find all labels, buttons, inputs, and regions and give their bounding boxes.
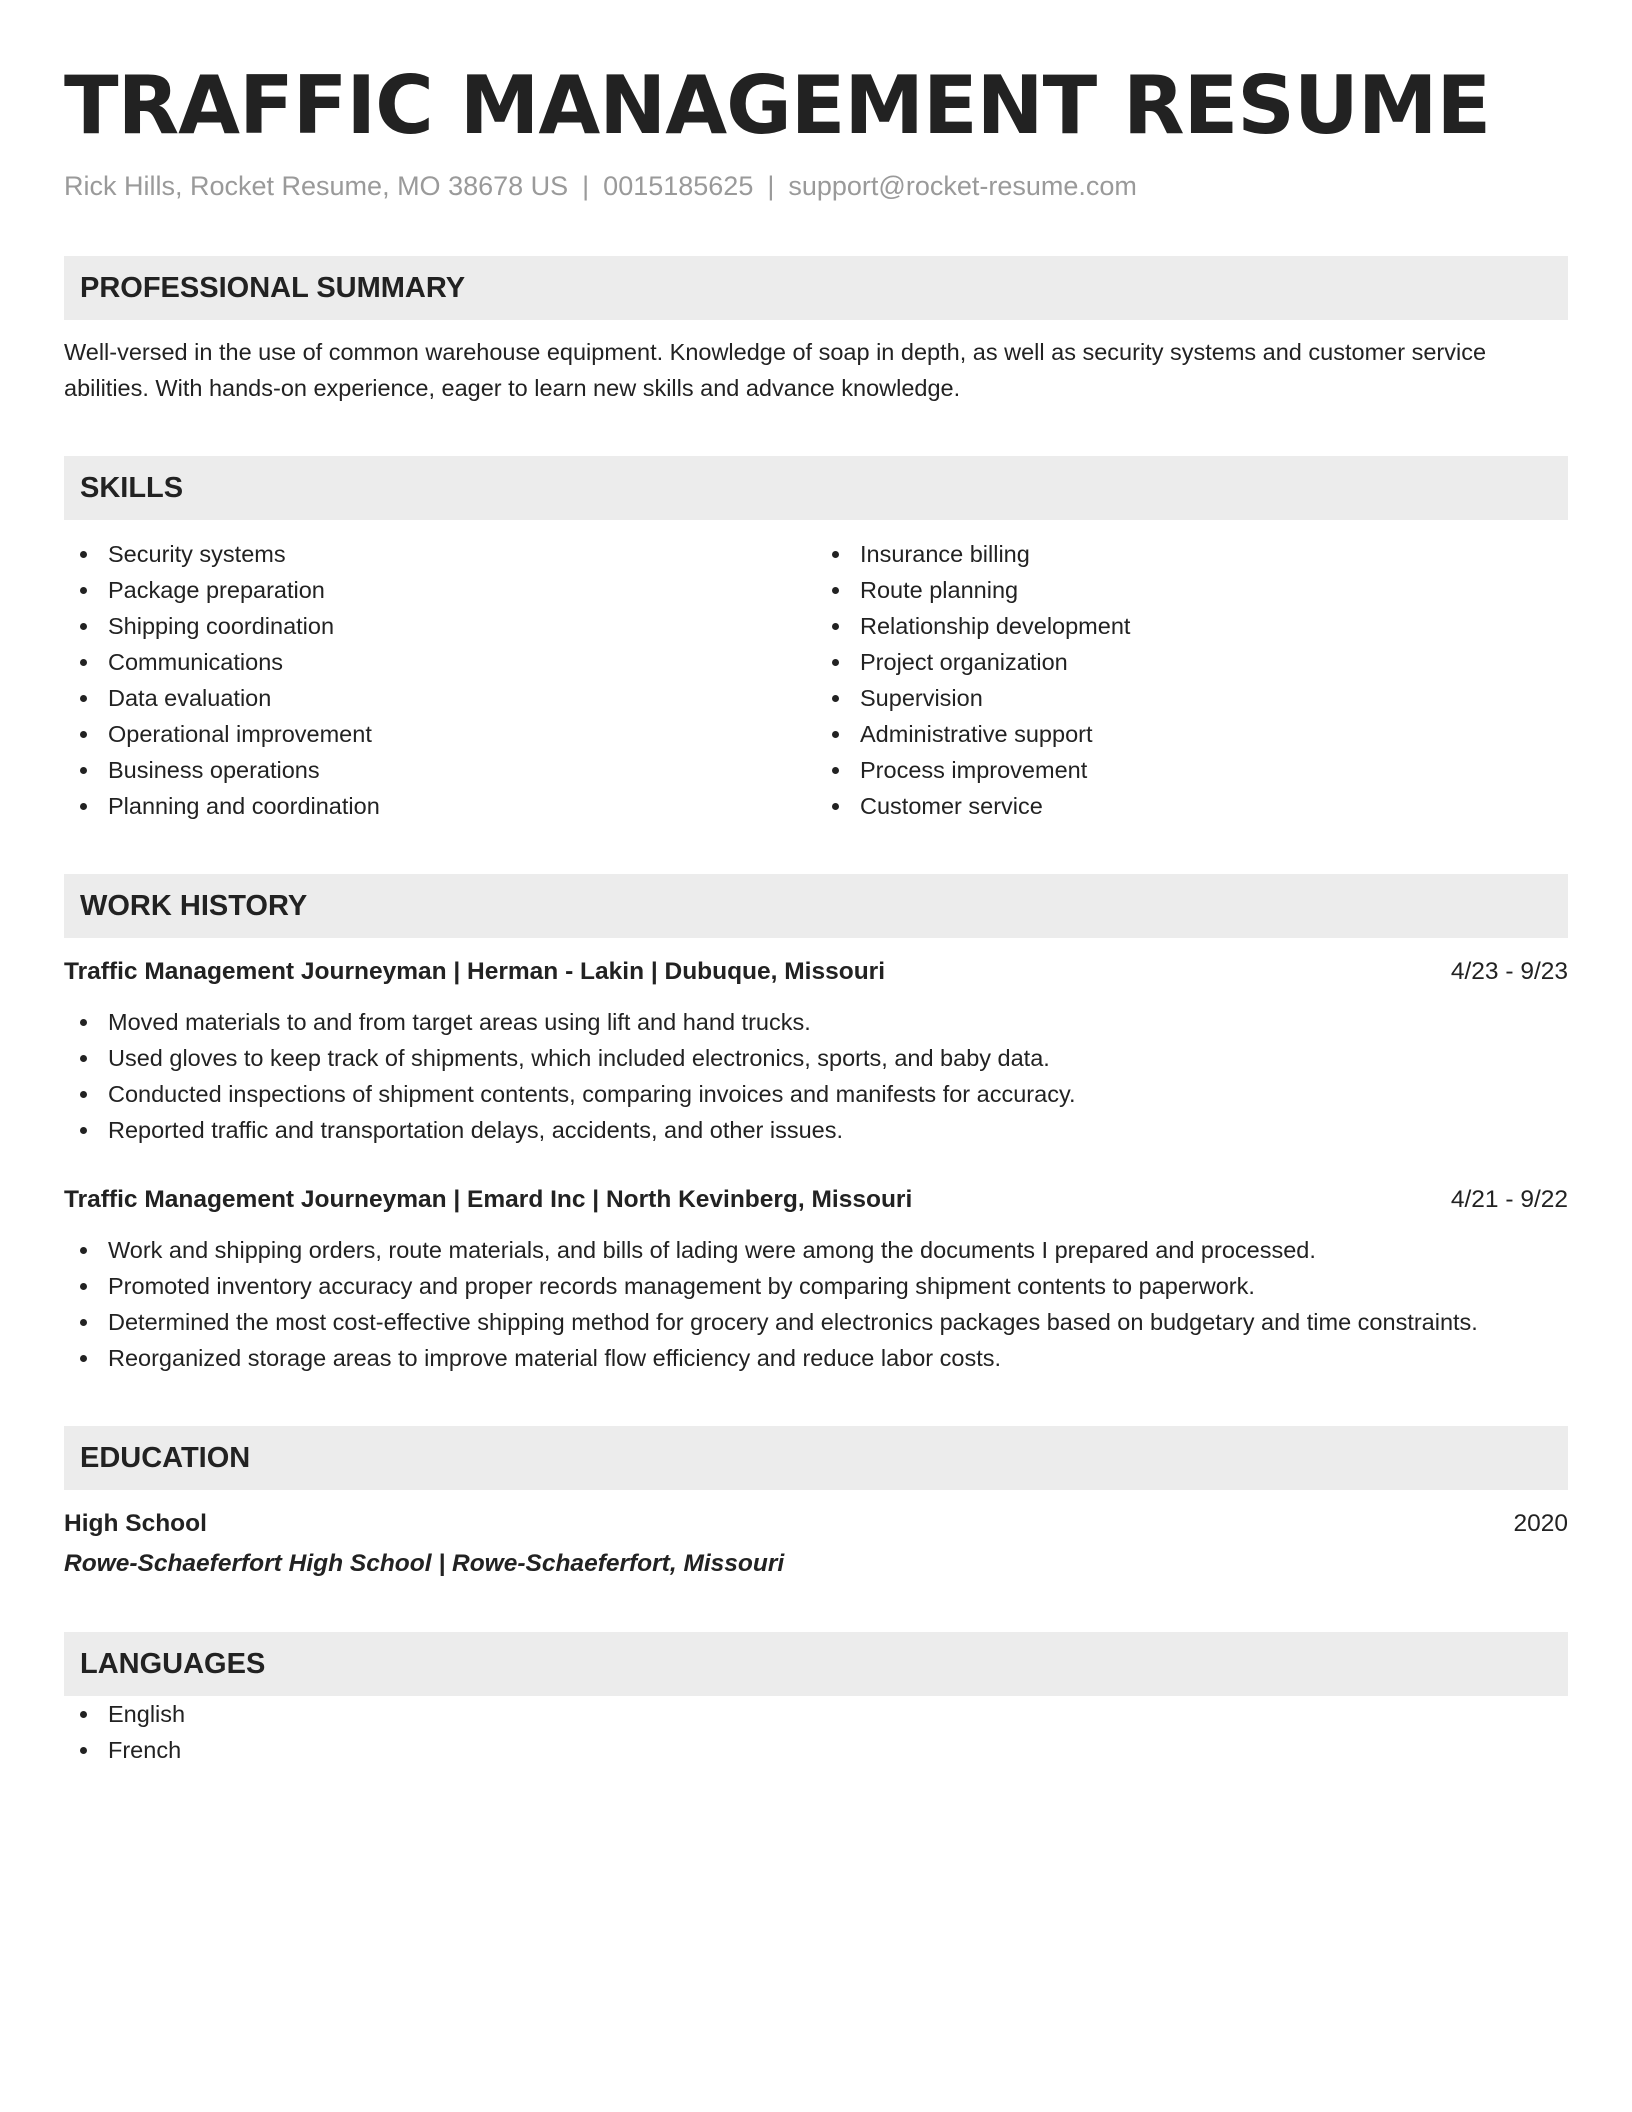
job-bullets xyxy=(64,1232,1568,1376)
education-degree: High School xyxy=(64,1510,207,1537)
job-bullets xyxy=(64,1004,1568,1148)
section-header-work-history: WORK HISTORY xyxy=(64,874,1568,938)
skill-item: Relationship development xyxy=(816,608,1568,644)
job-dates: 4/23 - 9/23 xyxy=(1450,958,1568,985)
skill-item: Customer service xyxy=(816,788,1568,824)
skill-item: Operational improvement xyxy=(64,716,816,752)
education-year: 2020 xyxy=(1513,1510,1568,1537)
job-title: Traffic Management Journeyman | Emard Inc | North Kevinberg, Missouri xyxy=(64,1186,913,1213)
skill-item: Planning and coordination xyxy=(64,788,816,824)
skills-grid xyxy=(64,536,1568,824)
education-school: Rowe-Schaeferfort High School | Rowe-Schaeferfort, Missouri xyxy=(64,1550,785,1577)
education-entry xyxy=(64,1506,1568,1582)
job-entry xyxy=(64,1182,1568,1376)
languages-list xyxy=(64,1696,1568,1768)
skill-item: Security systems xyxy=(64,536,816,572)
contact-separator: | xyxy=(767,171,775,201)
job-dates: 4/21 - 9/22 xyxy=(1450,1186,1568,1213)
section-header-languages: LANGUAGES xyxy=(64,1632,1568,1696)
skill-item: Process improvement xyxy=(816,752,1568,788)
skill-item: Supervision xyxy=(816,680,1568,716)
skills-list-right xyxy=(816,536,1568,824)
skill-item: Data evaluation xyxy=(64,680,816,716)
skill-item: Package preparation xyxy=(64,572,816,608)
job-bullet: Conducted inspections of shipment contents, comparing invoices and manifests for accuracy. xyxy=(64,1076,1568,1112)
summary-text: Well-versed in the use of common warehouse equipment. Knowledge of soap in depth, as well as security systems and customer service abilities. With hands-on experience, eager to learn new skills and advance knowledge. xyxy=(64,339,1487,401)
skill-item: Administrative support xyxy=(816,716,1568,752)
education-header xyxy=(64,1506,1568,1542)
job-bullet: Moved materials to and from target areas using lift and hand trucks. xyxy=(64,1004,1568,1040)
contact-phone: 0015185625 xyxy=(603,171,754,201)
job-bullet: Reported traffic and transportation delays, accidents, and other issues. xyxy=(64,1112,1568,1148)
skill-item: Insurance billing xyxy=(816,536,1568,572)
job-bullet: Work and shipping orders, route materials, and bills of lading were among the documents I prepared and processed. xyxy=(64,1232,1568,1268)
job-header xyxy=(64,1182,1568,1218)
contact-address: Rick Hills, Rocket Resume, MO 38678 US xyxy=(64,171,569,201)
job-bullet: Reorganized storage areas to improve material flow efficiency and reduce labor costs. xyxy=(64,1340,1568,1376)
skill-item: Project organization xyxy=(816,644,1568,680)
job-bullet: Used gloves to keep track of shipments, which included electronics, sports, and baby data. xyxy=(64,1040,1568,1076)
contact-line xyxy=(64,168,1568,204)
job-bullet: Determined the most cost-effective shipping method for grocery and electronics packages based on budgetary and time constraints. xyxy=(64,1304,1568,1340)
contact-separator: | xyxy=(582,171,590,201)
job-bullet: Promoted inventory accuracy and proper records management by comparing shipment contents to paperwork. xyxy=(64,1268,1568,1304)
skill-item: Business operations xyxy=(64,752,816,788)
section-header-education: EDUCATION xyxy=(64,1426,1568,1490)
skill-item: Shipping coordination xyxy=(64,608,816,644)
job-header xyxy=(64,954,1568,990)
job-entry xyxy=(64,954,1568,1148)
job-title: Traffic Management Journeyman | Herman - Lakin | Dubuque, Missouri xyxy=(64,958,886,985)
contact-email: support@rocket-resume.com xyxy=(788,171,1137,201)
skills-list-left xyxy=(64,536,816,824)
skill-item: Route planning xyxy=(816,572,1568,608)
skills-column-left xyxy=(64,536,816,824)
skill-item: Communications xyxy=(64,644,816,680)
resume-title: TRAFFIC MANAGEMENT RESUME xyxy=(64,59,1491,152)
section-header-skills: SKILLS xyxy=(64,456,1568,520)
language-item: English xyxy=(64,1696,1568,1732)
language-item: French xyxy=(64,1732,1568,1768)
section-header-summary: PROFESSIONAL SUMMARY xyxy=(64,256,1568,320)
skills-column-right xyxy=(816,536,1568,824)
